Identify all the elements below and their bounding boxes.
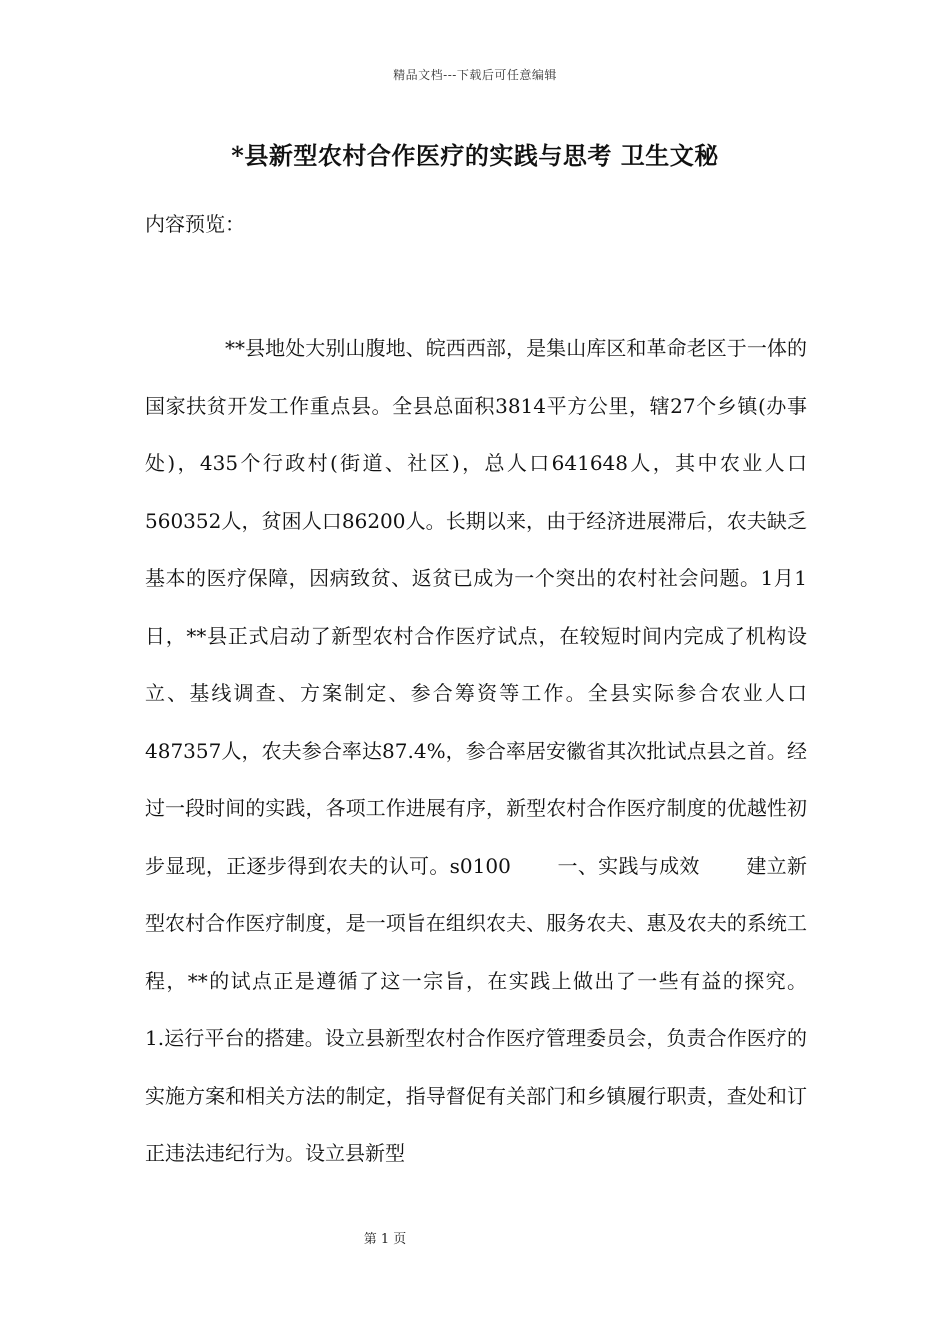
- page-number: 第 1 页: [363, 1232, 407, 1247]
- body-paragraph: **县地处大别山腹地、皖西西部，是集山库区和革命老区于一体的国家扶贫开发工作重点县。全县总面积3814平方公里，辖27个乡镇(办事处)，435个行政村(街道、社区)，总人口641648人，其中农业人口560352人，贫困人口86200人。长期以来，由于经济进展滞后，农夫缺乏基本的医疗保障，因病致贫、返贫已成为一个突出的农村社会问题。1月1日，**县正式启动了新型农村合作医疗试点，在较短时间内完成了机构设立、基线调查、方案制定、参合筹资等工作。全县实际参合农业人口487357人，农夫参合率达87.4%，参合率居安徽省其次批试点县之首。经过一段时间的实践，各项工作进展有序，新型农村合作医疗制度的优越性初步显现，正逐步得到农夫的认可。s0100 一、实践与成效 建立新型农村合作医疗制度，是一项旨在组织农夫、服务农夫、惠及农夫的系统工程，**的试点正是遵循了这一宗旨，在实践上做出了一些有益的探究。 1.运行平台的搭建。设立县新型农村合作医疗管理委员会，负责合作医疗的实施方案和相关方法的制定，指导督促有关部门和乡镇履行职责，查处和订正违法违纪行为。设立县新型: [145, 336, 852, 1165]
- document-title: *县新型农村合作医疗的实践与思考 卫生文秘: [231, 141, 719, 170]
- header-note: 精品文档---下载后可任意编辑: [393, 68, 557, 82]
- preview-label: 内容预览：: [145, 212, 245, 236]
